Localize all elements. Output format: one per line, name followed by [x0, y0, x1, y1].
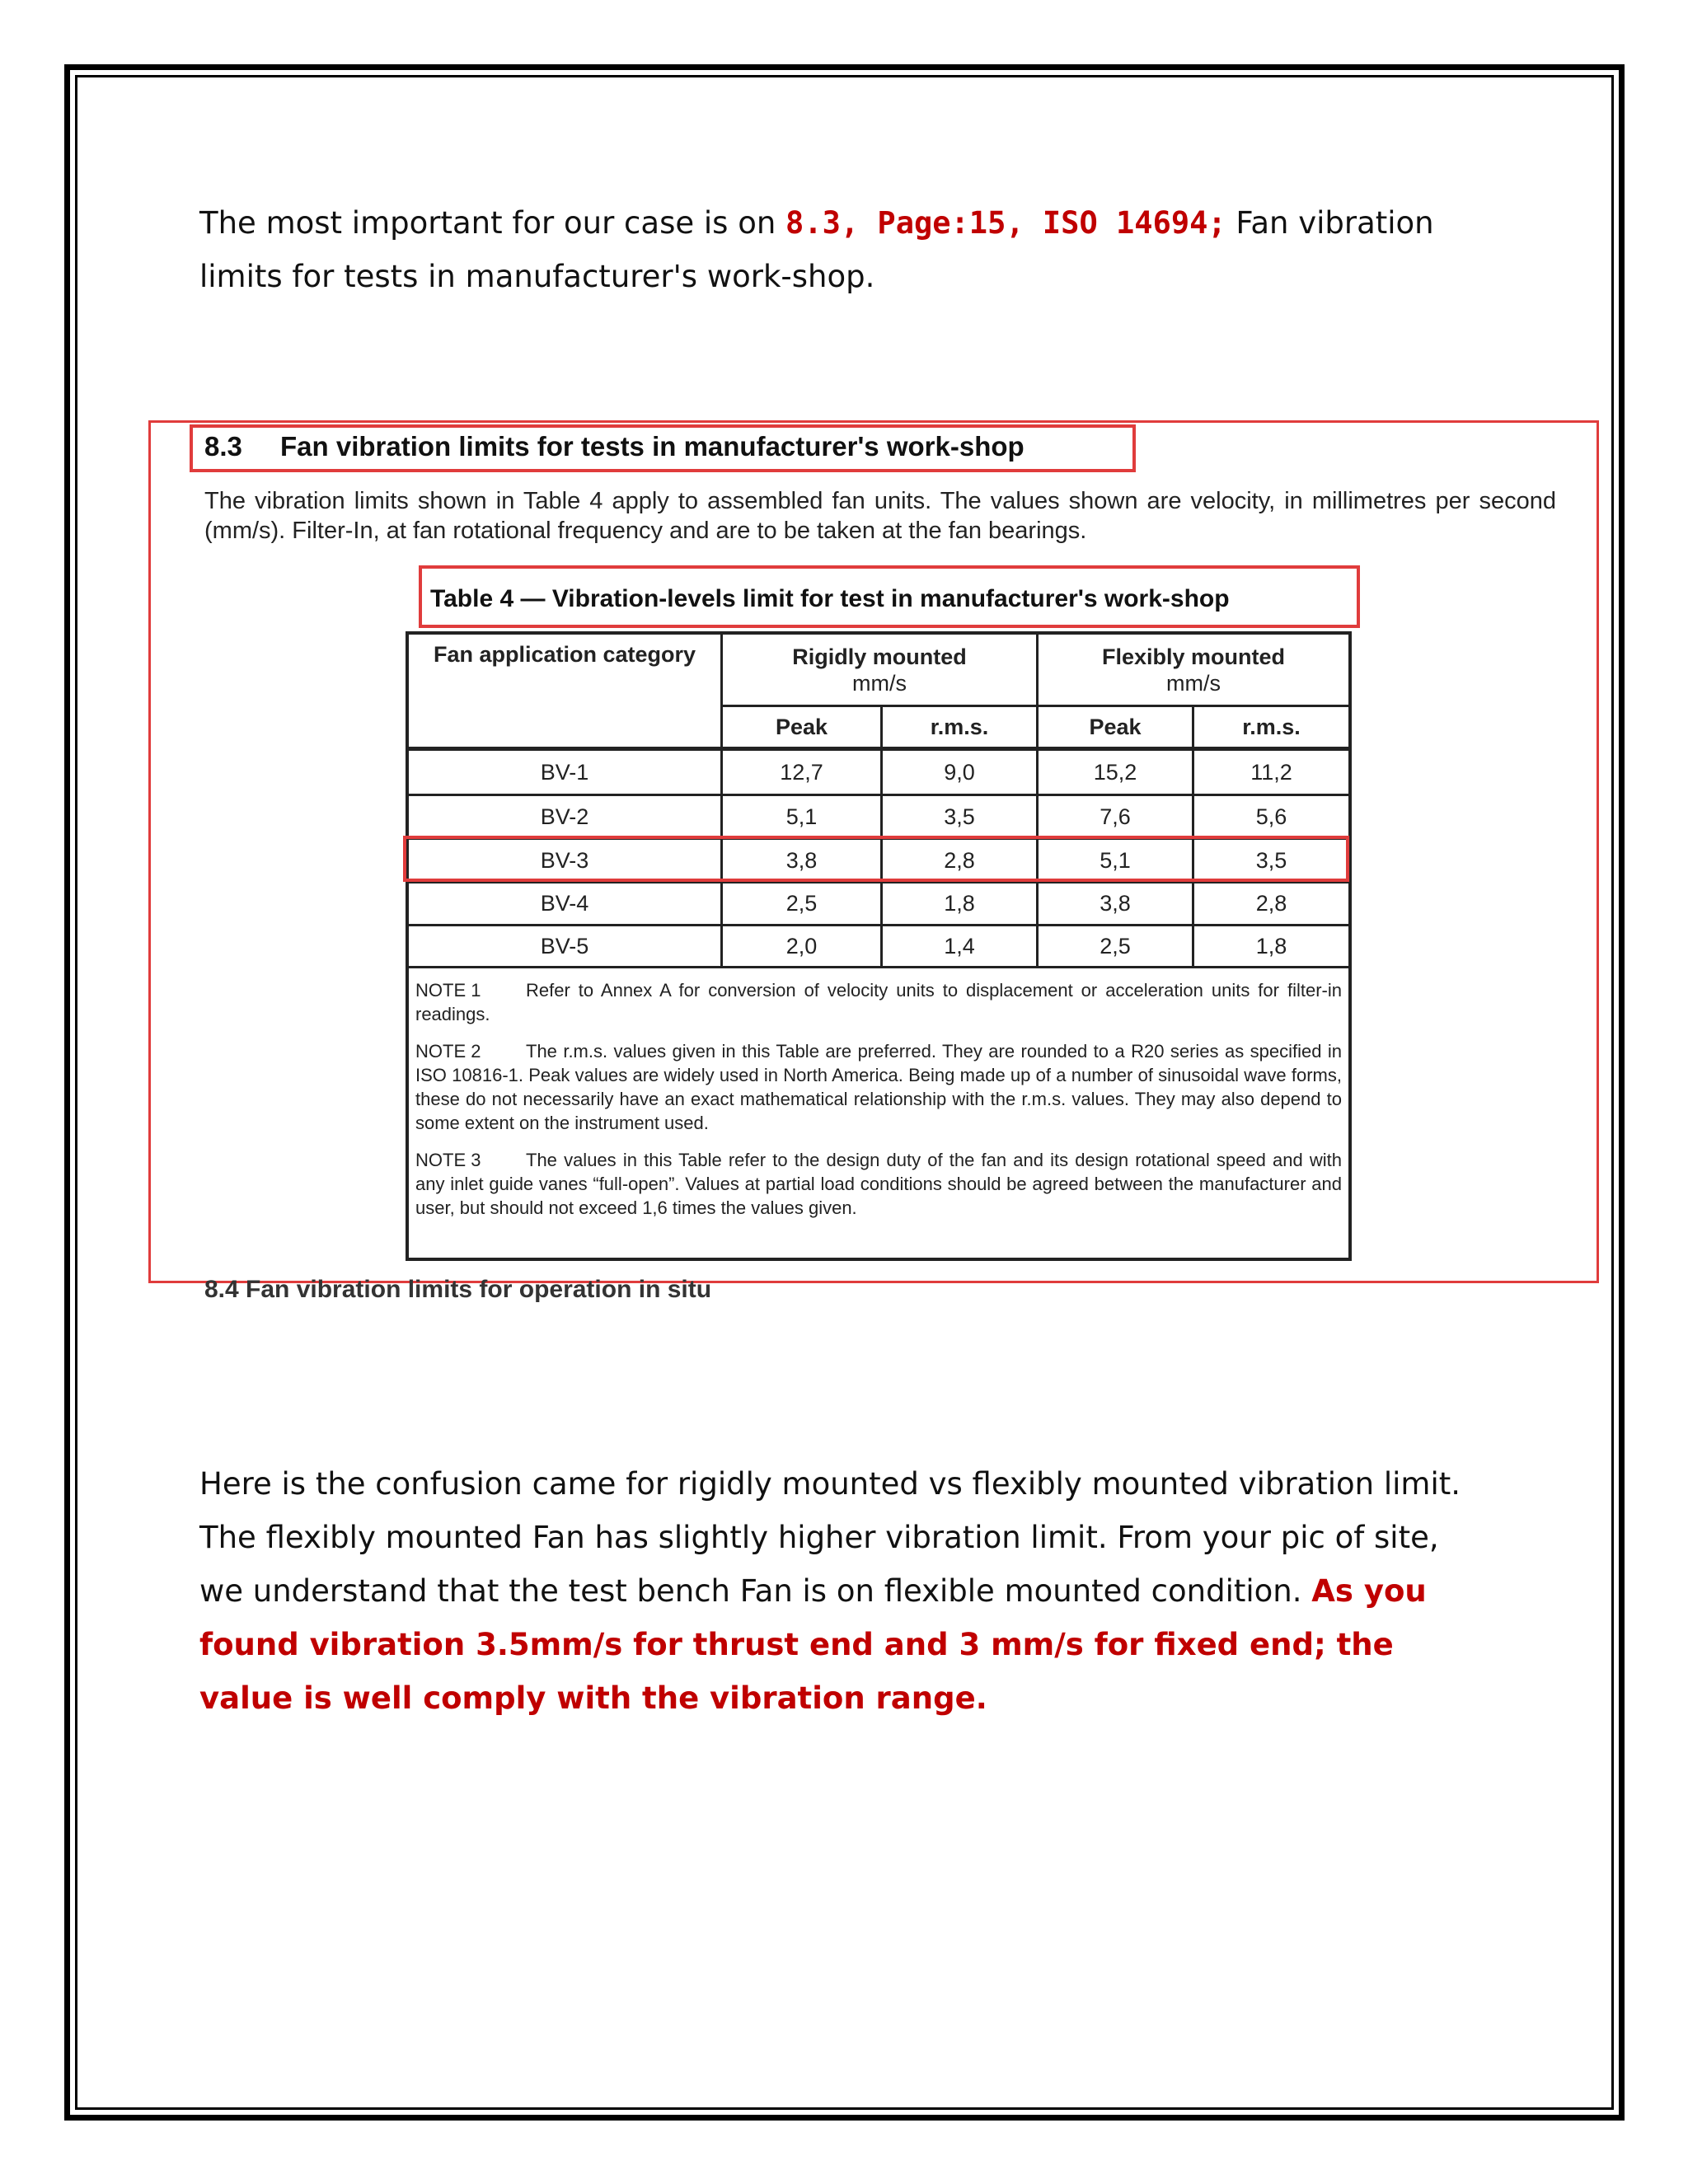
bv3-row-highlight-box [403, 836, 1349, 882]
section-title: Fan vibration limits for tests in manufacturer's work-shop [280, 431, 1025, 462]
cell-flex-rms: 2,8 [1255, 891, 1287, 916]
cell-rigid-peak: 2,5 [785, 891, 818, 916]
table-note [415, 1039, 1342, 1135]
cell-flex-peak: 2,5 [1100, 933, 1131, 958]
header-rigid-label: Rigidly mounted [792, 644, 967, 669]
table-gridline [406, 966, 1352, 968]
cell-flex-rms: 1,8 [1255, 933, 1287, 958]
cell-flex-peak: 5,1 [1100, 847, 1131, 873]
note-label: NOTE 2 [415, 1041, 481, 1062]
header-flex-peak: Peak [1089, 715, 1142, 739]
header-flex-rms: r.m.s. [1242, 715, 1301, 739]
header-flex-group [1039, 635, 1348, 705]
section-number: 8.3 [204, 431, 242, 462]
cell-category: BV-1 [540, 759, 589, 785]
header-rigid-group [723, 635, 1036, 705]
intro-paragraph [199, 196, 1485, 303]
cell-rigid-peak: 12,7 [780, 759, 823, 785]
note-label: NOTE 3 [415, 1150, 481, 1170]
cell-rigid-peak: 5,1 [785, 804, 818, 829]
header-flex-label: Flexibly mounted [1101, 644, 1286, 669]
intro-text-after: Fan vibration limits for tests in manufacturer's work-shop. [199, 205, 1434, 294]
cell-rigid-rms: 1,8 [944, 891, 975, 916]
conclusion-highlight: As you found vibration 3.5mm/s for thrust end and 3 mm/s for fixed end; the value is well comply with the vibration range. [199, 1573, 1427, 1716]
cutoff-next-heading: 8.4 Fan vibration limits for operation in situ [204, 1276, 712, 1303]
cell-rigid-rms: 9,0 [944, 759, 975, 785]
header-rigid-unit: mm/s [852, 670, 907, 696]
note-text: The values in this Table refer to the design duty of the fan and its design rotational speed and with any inlet guide vanes “full-open”. Values at partial load conditions should be agreed between the manufacturer and user, but should not exceed 1,6 times the values given. [415, 1150, 1342, 1218]
table-note [415, 978, 1342, 1026]
cell-flex-peak: 15,2 [1093, 759, 1137, 785]
intro-highlight: 8.3, Page:15, ISO 14694; [785, 205, 1226, 241]
header-flex-unit: mm/s [1166, 670, 1221, 696]
cell-rigid-rms: 3,5 [944, 804, 975, 829]
cell-category: BV-3 [540, 847, 589, 873]
conclusion-paragraph [199, 1457, 1485, 1725]
cell-flex-peak: 3,8 [1100, 891, 1131, 916]
section-heading [204, 431, 1025, 462]
cell-rigid-rms: 2,8 [944, 847, 975, 873]
cell-category: BV-4 [540, 891, 589, 916]
cell-flex-rms: 11,2 [1250, 759, 1292, 785]
table-caption: Table 4 — Vibration-levels limit for test in manufacturer's work-shop [430, 585, 1230, 612]
cell-rigid-peak: 2,0 [785, 933, 818, 958]
cell-category: BV-2 [540, 804, 589, 829]
conclusion-text: Here is the confusion came for rigidly mounted vs flexibly mounted vibration limit. The flexibly mounted Fan has slightly higher vibration limit. From your pic of site, we understand that the test bench Fan is on flexible mounted condition. [199, 1466, 1461, 1609]
note-text: Refer to Annex A for conversion of velocity units to displacement or acceleration units for filter-in readings. [415, 980, 1342, 1024]
cell-flex-rms: 3,5 [1255, 847, 1287, 873]
table-note [415, 1148, 1342, 1220]
intro-text-before: The most important for our case is on [199, 205, 786, 241]
note-label: NOTE 1 [415, 980, 481, 1001]
cell-rigid-peak: 3,8 [785, 847, 818, 873]
header-rigid-rms: r.m.s. [930, 715, 989, 739]
note-text: The r.m.s. values given in this Table are preferred. They are rounded to a R20 series as specified in ISO 10816-1. Peak values are widely used in North America. Being made up of a number of sinusoidal wave forms, these do not necessarily have an exact mathematical relationship with the r.m.s. values. They may also depend to some extent on the instrument used. [415, 1041, 1342, 1133]
cell-rigid-rms: 1,4 [944, 933, 975, 958]
cell-flex-peak: 7,6 [1100, 804, 1131, 829]
section-intro-text: The vibration limits shown in Table 4 apply to assembled fan units. The values shown are velocity, in millimetres per second (mm/s). Filter-In, at fan rotational frequency and are to be taken at the fan bearings. [204, 488, 1556, 544]
table-notes [415, 978, 1342, 1233]
header-category: Fan application category [433, 642, 696, 667]
cell-category: BV-5 [540, 933, 589, 958]
header-rigid-peak: Peak [775, 715, 828, 739]
cell-flex-rms: 5,6 [1255, 804, 1287, 829]
